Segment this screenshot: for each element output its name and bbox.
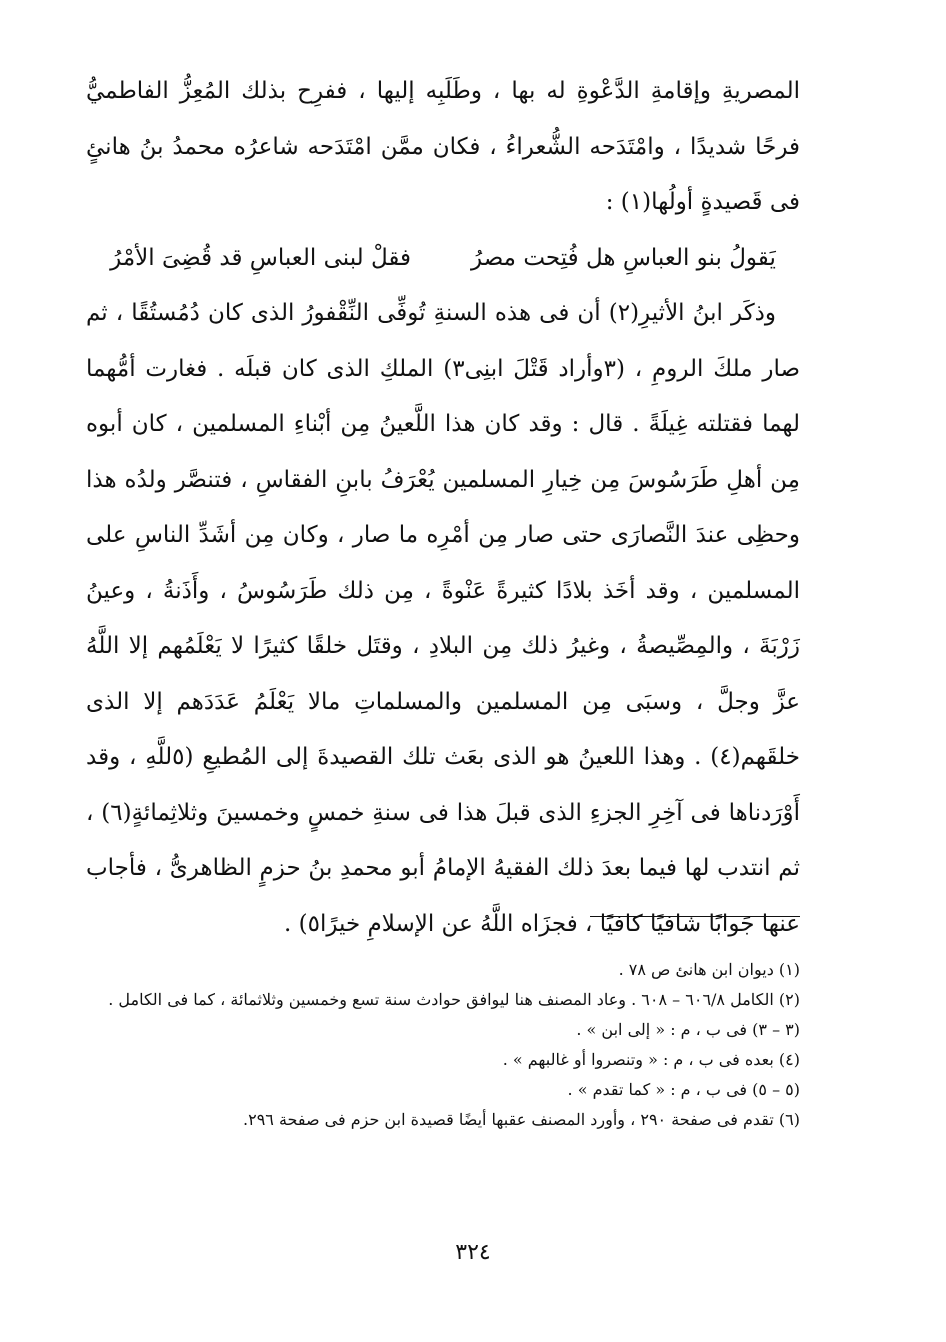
footnote-2: (٢) الكامل ٦٠٦/٨ – ٦٠٨ . وعاد المصنف هنا ليوافق حوادث سنة تسع وخمسين وثلاثمائة ، كما فى الكامل . (108, 990, 800, 1009)
paragraph-2: وذكَر ابنُ الأثيرِ(٢) أن فى هذه السنةِ تُوفِّى النِّقْفورُ الذى كان دُمُستُقًا ، ثم صار ملكَ الرومِ ، (٣وأراد قَتْلَ ابنِى٣) الملكِ الذى كان قبلَه . فغارت أمُّهما لهما فقتلته غِيلَةً . قال : وقد كان هذا اللَّعينُ مِن أبْناءِ المسلمين ، كان أبوه مِن أهلِ طَرَسُوسَ مِن خِيارِ المسلمين يُعْرَفُ بابنِ الفقاسِ ، فتنصَّر ولدُه هذا وحظِى عندَ النَّصارَى حتى صار مِن أمْرِه ما صار ، وكان مِن أشَدِّ الناسِ على المسلمين ، وقد أخَذ بلادًا كثيرةً عَنْوةً ، مِن ذلك طَرَسُوسُ ، وأَذَنةُ ، وعينُ زَرْبَةَ ، والمِصِّيصةُ ، وغيرُ ذلك مِن البلادِ ، وقتَل خلقًا كثيرًا لا يَعْلَمُهم إلا اللَّهُ عزَّ وجلَّ ، وسبَى مِن المسلمين والمسلماتِ مالا يَعْلَمُ عَدَدَهم إلا الذى خلقَهم(٤) . وهذا اللعينُ هو الذى بعَث تلك القصيدةَ إلى المُطيعِ (٥للَّهِ ، وقد أَوْرَدناها فى آخِرِ الجزءِ الذى قبلَ هذا فى سنةِ خمسٍ وخمسينَ وثلاثِمائةٍ(٦) ، ثم انتدب لها فيما بعدَ ذلك الفقيهُ الإمامُ أبو محمدِ بنُ حزمٍ الظاهرىُّ ، فأجاب عنها جَوابًا شافيًا كافيًا ، فجزَاه اللَّهُ عن الإسلامِ خيرًا٥) . (86, 300, 800, 937)
footnote-1: (١) ديوان ابن هانئ ص ٧٨ . (618, 960, 800, 979)
verse-first-hemistich: يَقولُ بنو العباسِ هل فُتِحت مصرُ (471, 244, 776, 271)
footnote-5: (٥ – ٥) فى ب ، م : « كما تقدم » . (567, 1080, 800, 1099)
footnote-6: (٦) تقدم فى صفحة ٢٩٠ ، وأورد المصنف عقبها أيضًا قصيدة ابن حزم فى صفحة ٢٩٦. (243, 1110, 800, 1129)
footnote-4: (٤) بعده فى ب ، م : « وتنصروا أو غالبهم » . (502, 1050, 800, 1069)
verse-second-hemistich: فقلْ لبنى العباسِ قد قُضِىَ الأمْرُ (110, 244, 412, 271)
footnote-separator (590, 916, 800, 917)
footnote-3: (٣ – ٣) فى ب ، م : « إلى ابن » . (576, 1020, 800, 1039)
paragraph-1: المصريةِ وإقامةِ الدَّعْوةِ له بها ، وطَلَبِه إليها ، ففرِح بذلك المُعِزُّ الفاطميُّ فرحًا شديدًا ، وامْتَدَحه الشُّعراءُ ، فكان ممَّن امْتَدَحه شاعرُه محمدُ بنُ هانئٍ فى قَصيدةٍ أولُها(١) : (86, 78, 800, 215)
main-text (86, 64, 800, 952)
footnotes (86, 955, 800, 1135)
poem-verse (86, 231, 800, 287)
page-number: ٣٢٤ (455, 1240, 491, 1265)
